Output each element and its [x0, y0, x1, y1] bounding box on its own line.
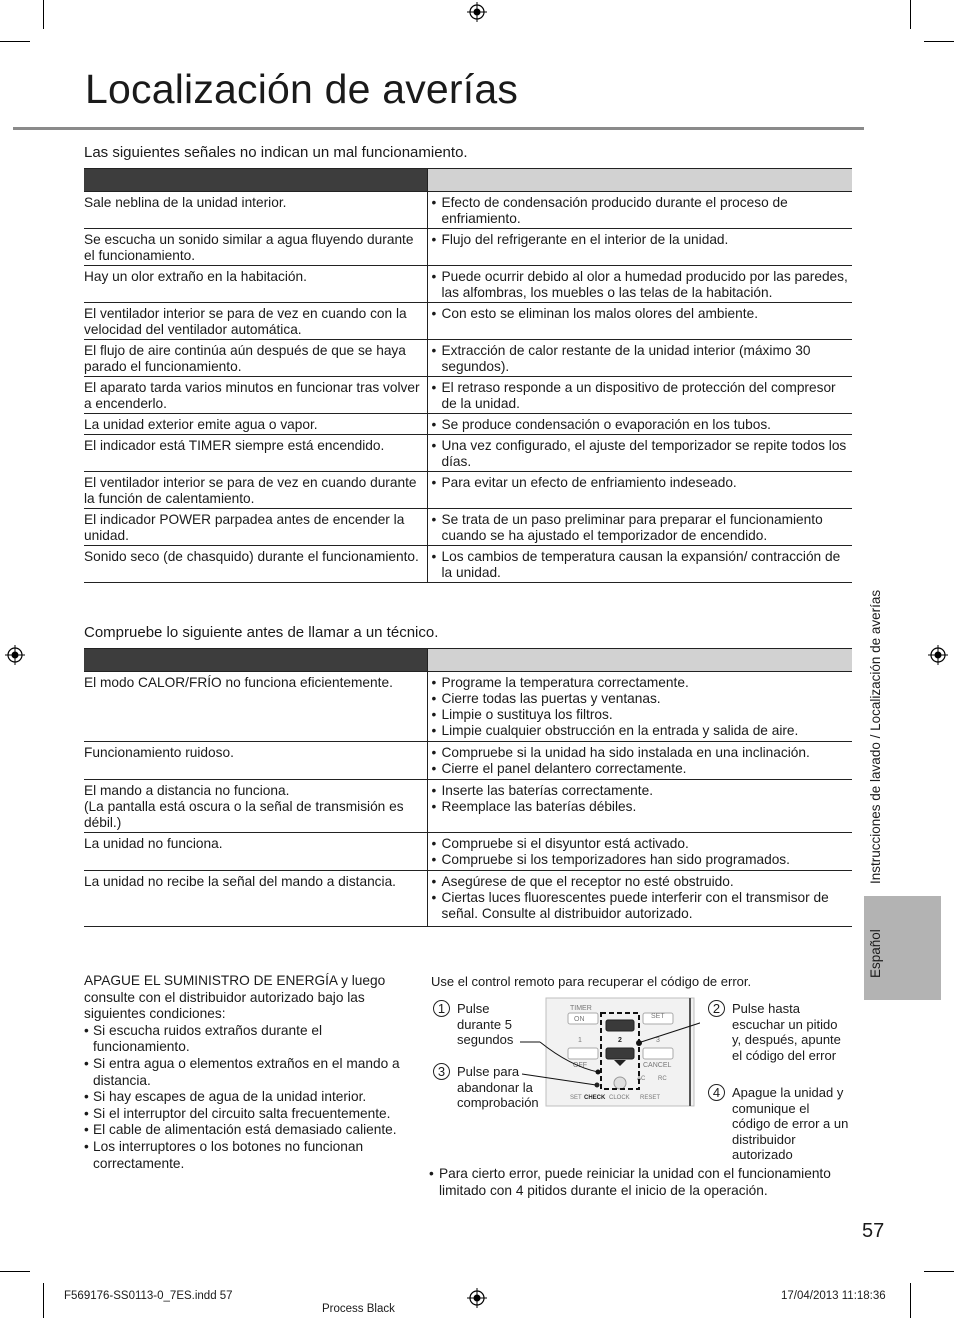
remote-label: AC	[637, 1076, 646, 1082]
symptom-cell	[84, 266, 427, 303]
remote-label: RC	[658, 1076, 667, 1082]
cause-item: • Se produce condensación o evaporación en los tubos.	[432, 417, 850, 433]
cause-item: • El retraso responde a un dispositivo de protección del compresor de la unidad.	[432, 380, 850, 412]
language-tab-label: Español	[868, 929, 883, 978]
cause-item: • Reemplace las baterías débiles.	[432, 799, 850, 815]
step-text: Pulse durante 5 segundos	[457, 1001, 514, 1048]
cause-item: • Limpie cualquier obstrucción en la entrada y salida de aire.	[432, 723, 850, 739]
remote-label: SET	[570, 1095, 582, 1101]
symptom-cell	[84, 742, 427, 780]
cause-cell	[427, 780, 852, 833]
table-row	[84, 192, 852, 229]
remote-label: 3	[656, 1037, 660, 1044]
cause-item: • Inserte las baterías correctamente.	[432, 783, 850, 799]
symptom-text: El modo CALOR/FRÍO no funciona eficientemente.	[84, 675, 393, 690]
symptom-cell	[84, 509, 427, 546]
symptom-cell	[84, 192, 427, 229]
cause-cell	[427, 303, 852, 340]
check-before-calling-table	[84, 648, 852, 927]
registration-mark-icon	[928, 645, 948, 665]
symptom-text: El indicador POWER parpadea antes de encender la unidad.	[84, 512, 405, 543]
crop-mark	[910, 1283, 911, 1318]
crop-mark	[924, 1271, 954, 1272]
cause-cell	[427, 340, 852, 377]
table-row	[84, 266, 852, 303]
cause-cell	[427, 742, 852, 780]
symptom-text: El ventilador interior se para de vez en cuando durante la función de calentamiento.	[84, 475, 417, 506]
remote-label: OFF	[573, 1062, 587, 1069]
power-off-item: • Si el interruptor del circuito salta frecuentemente.	[84, 1106, 409, 1123]
table-row	[84, 340, 852, 377]
symptom-text: Hay un olor extraño en la habitación.	[84, 269, 307, 284]
page-title: Localización de averías	[85, 66, 519, 112]
cause-item: • Extracción de calor restante de la unidad interior (máximo 30 segundos).	[432, 343, 850, 375]
table-header-row	[84, 169, 852, 192]
table-row	[84, 742, 852, 780]
cause-item: • Flujo del refrigerante en el interior de la unidad.	[432, 232, 850, 248]
step-number: 1	[433, 1000, 450, 1017]
timer-up-button[interactable]	[606, 1020, 634, 1031]
crop-mark	[910, 0, 911, 29]
symptom-cell	[84, 303, 427, 340]
table-row	[84, 229, 852, 266]
footer-process: Process Black	[322, 1303, 395, 1315]
remote-label: RESET	[640, 1095, 661, 1101]
step-text: Pulse hasta escuchar un pitido y, después, apunte el código del error	[732, 1001, 841, 1063]
step-text: Pulse para abandonar la comprobación	[457, 1064, 539, 1111]
remote-label: TIMER	[570, 1005, 592, 1012]
symptom-text: El flujo de aire continúa aún después de que se haya parado el funcionamiento.	[84, 343, 406, 374]
cause-cell	[427, 414, 852, 435]
cause-item: • Cierre el panel delantero correctamente.	[432, 761, 850, 777]
timer-down-button[interactable]	[606, 1048, 634, 1059]
cause-item: • Los cambios de temperatura causan la expansión/ contracción de la unidad.	[432, 549, 850, 581]
cause-cell	[427, 509, 852, 546]
table-row	[84, 672, 852, 742]
no-malfunction-table	[84, 168, 852, 583]
section2-intro: Compruebe lo siguiente antes de llamar a un técnico.	[84, 624, 439, 641]
symptom-cell	[84, 780, 427, 833]
power-off-item: • Si escucha ruidos extraños durante el funcionamiento.	[84, 1023, 409, 1056]
cause-cell	[427, 192, 852, 229]
table-row	[84, 871, 852, 927]
power-off-section	[84, 973, 409, 1172]
cause-cell	[427, 266, 852, 303]
crop-mark	[43, 0, 44, 29]
symptom-text: El aparato tarda varios minutos en funcionar tras volver a encenderlo.	[84, 380, 420, 411]
clock-button[interactable]	[614, 1077, 626, 1089]
title-rule	[13, 127, 864, 130]
footer-date: 17/04/2013 11:18:36	[781, 1290, 886, 1302]
cause-item: • Efecto de condensación producido durante el proceso de enfriamiento.	[432, 195, 850, 227]
remote-control-illustration	[520, 996, 700, 1108]
cause-cell	[427, 546, 852, 583]
symptom-text: Sonido seco (de chasquido) durante el funcionamiento.	[84, 549, 419, 564]
step-number: 2	[708, 1000, 725, 1017]
cause-item: • Una vez configurado, el ajuste del temporizador se repite todos los días.	[432, 438, 850, 470]
symptom-cell	[84, 435, 427, 472]
table-row	[84, 833, 852, 871]
symptom-cell	[84, 229, 427, 266]
cause-item: • Se trata de un paso preliminar para preparar el funcionamiento cuando se ha ajustado el temporizador de encendido.	[432, 512, 850, 544]
symptom-text: Se escucha un sonido similar a agua fluyendo durante el funcionamiento.	[84, 232, 414, 263]
symptom-cell	[84, 377, 427, 414]
cause-item: • Para evitar un efecto de enfriamiento indeseado.	[432, 475, 850, 491]
cause-item: • Compruebe si el disyuntor está activado.	[432, 836, 850, 852]
table-row	[84, 414, 852, 435]
symptom-cell	[84, 833, 427, 871]
symptom-cell	[84, 340, 427, 377]
symptom-cell	[84, 472, 427, 509]
cause-cell	[427, 472, 852, 509]
power-off-item: • El cable de alimentación está demasiado caliente.	[84, 1122, 409, 1139]
crop-mark	[43, 1283, 44, 1318]
cause-item: • Limpie o sustituya los filtros.	[432, 707, 850, 723]
symptom-text: Funcionamiento ruidoso.	[84, 745, 234, 760]
power-off-item: • Los interruptores o los botones no funcionan correctamente.	[84, 1139, 409, 1172]
cause-cell	[427, 435, 852, 472]
symptom-text: El indicador está TIMER siempre está encendido.	[84, 438, 385, 453]
step-text: Apague la unidad y comunique el código de error a un distribuidor autorizado	[732, 1085, 849, 1163]
cause-cell	[427, 871, 852, 927]
table-row	[84, 377, 852, 414]
symptom-text: El mando a distancia no funciona. (La pantalla está oscura o la señal de transmisión es débil.)	[84, 783, 404, 830]
table-row	[84, 546, 852, 583]
symptom-text: La unidad no funciona.	[84, 836, 223, 851]
symptom-cell	[84, 546, 427, 583]
step-number: 3	[433, 1063, 450, 1080]
cause-cell	[427, 672, 852, 742]
cause-item: • Programe la temperatura correctamente.	[432, 675, 850, 691]
table-row	[84, 509, 852, 546]
table-header-row	[84, 649, 852, 672]
remote-label: SET	[651, 1013, 665, 1020]
remote-label: 2	[618, 1037, 622, 1044]
error-note: • Para cierto error, puede reiniciar la unidad con el funcionamiento limitado con 4 pitidos durante el inicio de la operación.	[429, 1166, 859, 1199]
cause-item: • Asegúrese de que el receptor no esté obstruido.	[432, 874, 850, 890]
registration-mark-icon	[467, 1288, 487, 1308]
symptom-text: Sale neblina de la unidad interior.	[84, 195, 287, 210]
symptom-text: La unidad exterior emite agua o vapor.	[84, 417, 318, 432]
power-off-intro: APAGUE EL SUMINISTRO DE ENERGÍA y luego consulte con el distribuidor autorizado bajo las siguientes condiciones:	[84, 973, 386, 1022]
cause-cell	[427, 377, 852, 414]
table-row	[84, 303, 852, 340]
error-code-intro: Use el control remoto para recuperar el código de error.	[431, 974, 752, 989]
footer-file: F569176-SS0113-0_7ES.indd 57	[64, 1290, 233, 1302]
table-row	[84, 472, 852, 509]
page-number: 57	[862, 1220, 885, 1242]
crop-mark	[0, 41, 30, 42]
cause-cell	[427, 833, 852, 871]
remote-label: ON	[574, 1016, 585, 1023]
crop-mark	[0, 1271, 30, 1272]
step-number: 4	[708, 1084, 725, 1101]
remote-label: CLOCK	[609, 1095, 630, 1101]
cause-item: • Cierre todas las puertas y ventanas.	[432, 691, 850, 707]
symptom-text: La unidad no recibe la señal del mando a distancia.	[84, 874, 396, 889]
registration-mark-icon	[5, 645, 25, 665]
table-row	[84, 435, 852, 472]
cause-cell	[427, 229, 852, 266]
remote-label: 1	[578, 1037, 582, 1044]
registration-mark-icon	[467, 2, 487, 22]
symptom-cell	[84, 871, 427, 927]
crop-mark	[924, 41, 954, 42]
cause-item: • Puede ocurrir debido al olor a humedad producido por las paredes, las alfombras, los muebles o las telas de la habitación.	[432, 269, 850, 301]
side-vertical-label: Instrucciones de lavado / Localización de averías	[868, 589, 883, 884]
table-row	[84, 780, 852, 833]
symptom-text: El ventilador interior se para de vez en cuando con la velocidad del ventilador automática.	[84, 306, 407, 337]
symptom-cell	[84, 672, 427, 742]
remote-label: CANCEL	[643, 1062, 672, 1069]
power-off-item: • Si hay escapes de agua de la unidad interior.	[84, 1089, 409, 1106]
power-off-item: • Si entra agua o elementos extraños en el mando a distancia.	[84, 1056, 409, 1089]
remote-label: CHECK	[584, 1095, 606, 1101]
cause-item: • Compruebe si la unidad ha sido instalada en una inclinación.	[432, 745, 850, 761]
section1-intro: Las siguientes señales no indican un mal funcionamiento.	[84, 144, 468, 161]
cause-item: • Ciertas luces fluorescentes puede interferir con el transmisor de señal. Consulte al distribuidor autorizado.	[432, 890, 850, 922]
symptom-cell	[84, 414, 427, 435]
cause-item: • Compruebe si los temporizadores han sido programados.	[432, 852, 850, 868]
cause-item: • Con esto se eliminan los malos olores del ambiente.	[432, 306, 850, 322]
